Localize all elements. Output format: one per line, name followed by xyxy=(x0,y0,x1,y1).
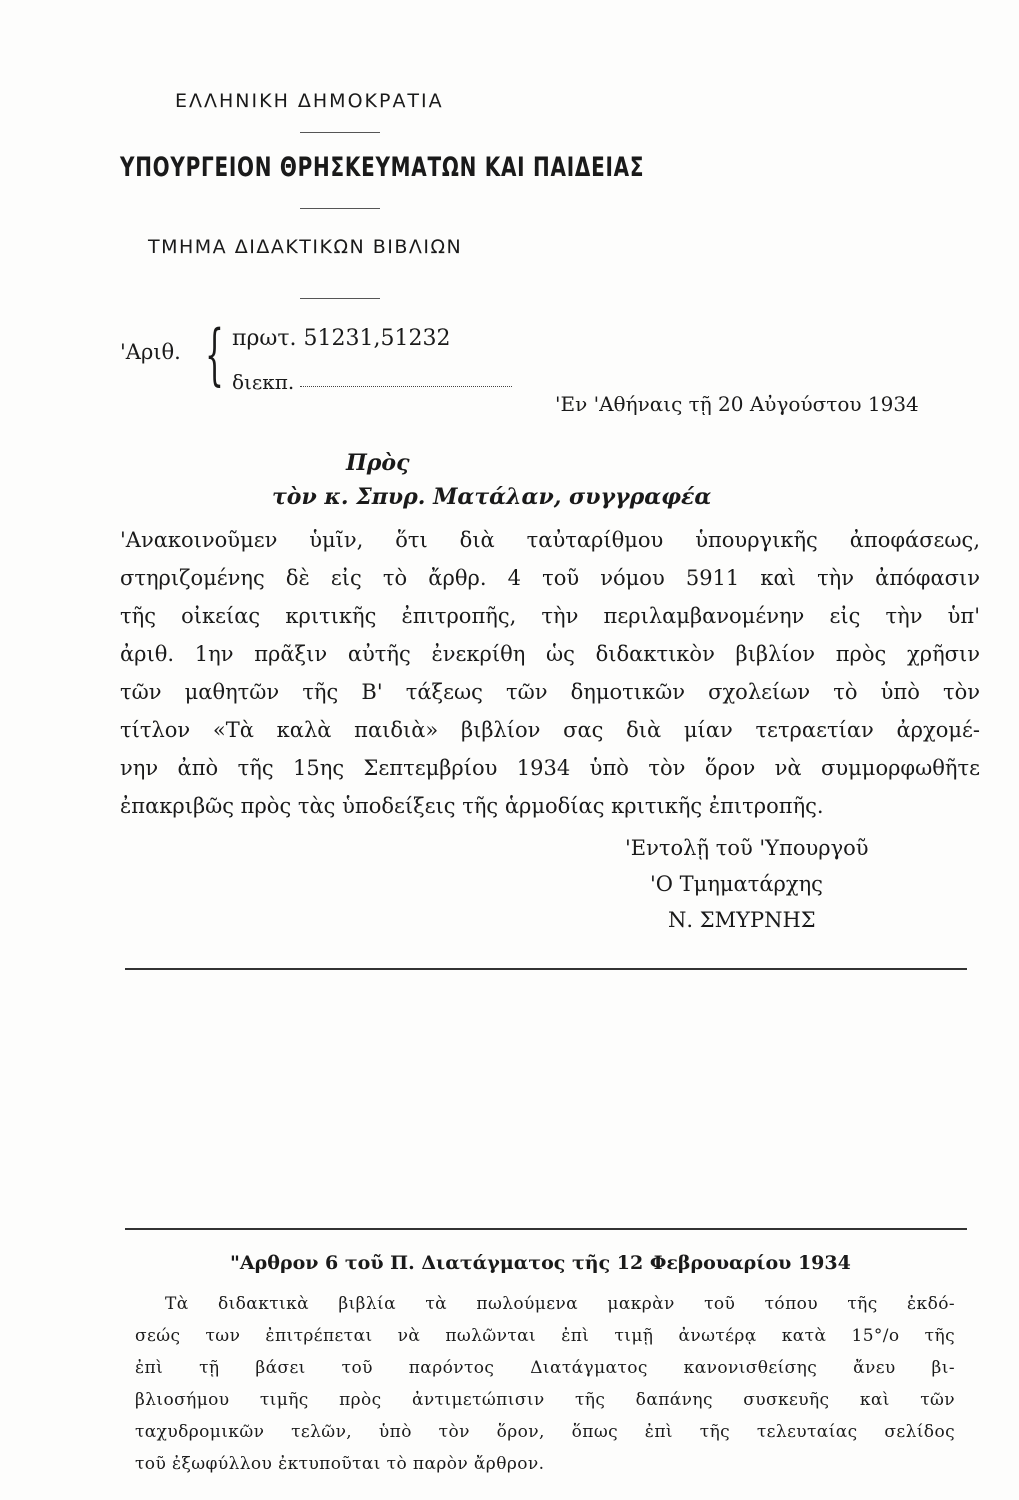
footnote-line: βλιοσήμου τιμῆς πρὸς ἀντιμετώπισιν τῆς δαπάνης συσκευῆς καὶ τῶν xyxy=(135,1390,955,1410)
dispatch-dotted-line xyxy=(300,386,512,387)
signature-line-2: 'Ο Τμηματάρχης xyxy=(650,872,823,896)
footnote-line: Τὰ διδακτικὰ βιβλία τὰ πωλούμενα μακρὰν τοῦ τόπου τῆς ἐκδό- xyxy=(165,1294,955,1314)
body-line: νην ἀπὸ τῆς 15ης Σεπτεμβρίου 1934 ὑπὸ τὸν ὅρον νὰ συμμορφωθῆτε xyxy=(120,756,980,780)
body-line: τῶν μαθητῶν τῆς Β' τάξεως τῶν δημοτικῶν σχολείων τὸ ὑπὸ τὸν xyxy=(120,680,980,704)
footnote-line: ταχυδρομικῶν τελῶν, ὑπὸ τὸν ὅρον, ὅπως ἐπὶ τῆς τελευταίας σελίδος xyxy=(135,1422,955,1442)
body-line: ἐπακριβῶς πρὸς τὰς ὑποδείξεις τῆς ἁρμοδίας κριτικῆς ἐπιτροπῆς. xyxy=(120,794,824,818)
ministry-heading: ΥΠΟΥΡΓΕΙΟΝ ΘΡΗΣΚΕΥΜΑΤΩΝ ΚΑΙ ΠΑΙΔΕΙΑΣ xyxy=(120,152,645,183)
header-divider xyxy=(300,132,380,133)
footnote-title: "Αρθρον 6 τοῦ Π. Διατάγματος τῆς 12 Φεβρουαρίου 1934 xyxy=(230,1252,851,1274)
footnote-line: σεώς των ἐπιτρέπεται νὰ πωλῶνται ἐπὶ τιμῇ ἀνωτέρᾳ κατὰ 15°/ο τῆς xyxy=(135,1326,955,1346)
ministry-divider xyxy=(300,208,380,209)
section-divider xyxy=(300,298,380,299)
republic-heading: ΕΛΛΗΝΙΚΗ ΔΗΜΟΚΡΑΤΙΑ xyxy=(175,90,444,112)
footnote-line: τοῦ ἐξωφύλλου ἐκτυποῦται τὸ παρὸν ἄρθρον. xyxy=(135,1454,545,1474)
signature-name: Ν. ΣΜΥΡΝΗΣ xyxy=(668,908,816,932)
body-line: στηριζομένης δὲ εἰς τὸ ἄρθρ. 4 τοῦ νόμου 5911 καὶ τὴν ἀπόφασιν xyxy=(120,566,980,590)
body-line: τίτλον «Τὰ καλὰ παιδιὰ» βιβλίον σας διὰ μίαν τετραετίαν ἀρχομέ- xyxy=(120,718,980,742)
reference-label: 'Αριθ. xyxy=(120,340,181,364)
letter-date: 'Εν 'Αθήναις τῇ 20 Αὐγούστου 1934 xyxy=(555,392,919,416)
reference-brace: { xyxy=(205,316,224,393)
section-rule xyxy=(125,968,967,970)
body-line: τῆς οἰκείας κριτικῆς ἐπιτροπῆς, τὴν περιλαμβανομένην εἰς τὴν ὑπ' xyxy=(120,604,980,628)
protocol-number: πρωτ. 51231,51232 xyxy=(232,326,451,351)
salutation-to: Πρὸς xyxy=(346,450,410,476)
footnote-rule xyxy=(125,1228,967,1230)
section-heading: ΤΜΗΜΑ ΔΙΔΑΚΤΙΚΩΝ ΒΙΒΛΙΩΝ xyxy=(148,236,463,258)
body-line: ἀριθ. 1ην πρᾶξιν αὐτῆς ἐνεκρίθη ὡς διδακτικὸν βιβλίον πρὸς χρῆσιν xyxy=(120,642,980,666)
footnote-line: ἐπὶ τῇ βάσει τοῦ παρόντος Διατάγματος κανονισθείσης ἄνευ βι- xyxy=(135,1358,955,1378)
recipient: τὸν κ. Σπυρ. Ματάλαν, συγγραφέα xyxy=(272,484,712,510)
dispatch-label: διεκπ. xyxy=(232,370,295,394)
signature-line-1: 'Εντολῇ τοῦ 'Υπουργοῦ xyxy=(625,836,869,860)
body-line: 'Ανακοινοῦμεν ὑμῖν, ὅτι διὰ ταὐταρίθμου ὑπουργικῆς ἀποφάσεως, xyxy=(120,528,980,552)
